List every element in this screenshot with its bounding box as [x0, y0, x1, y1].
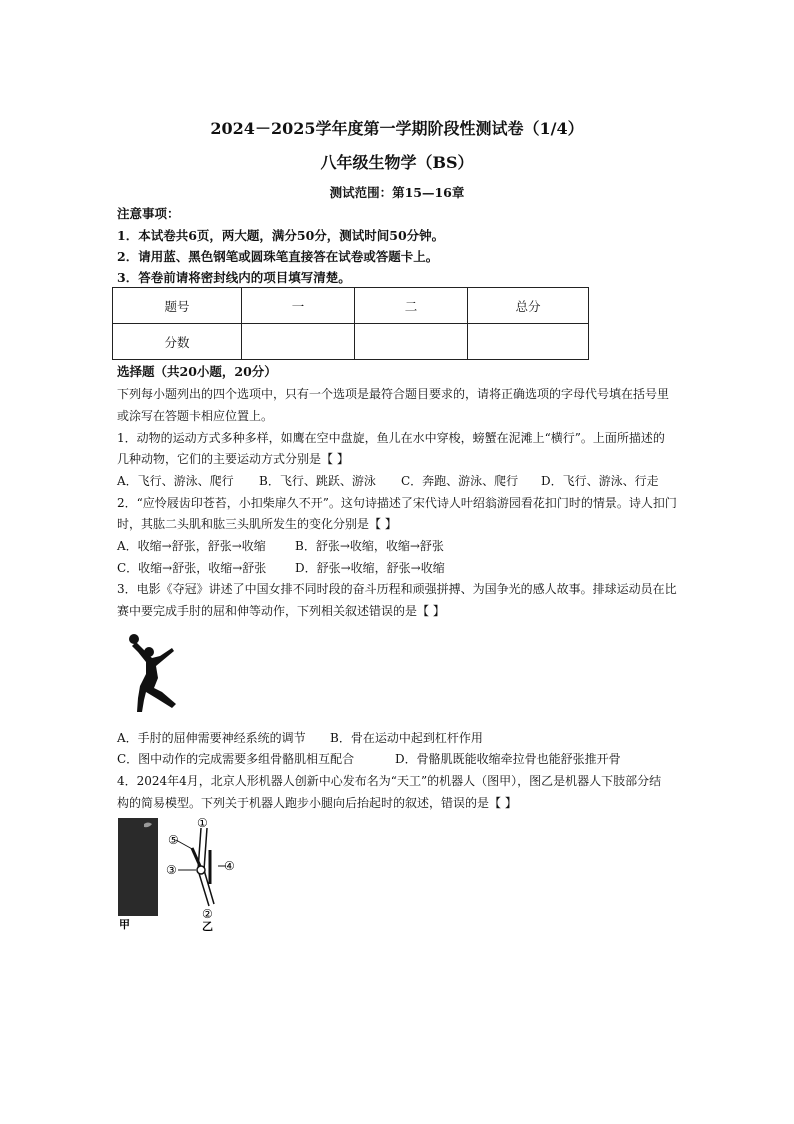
q2-options-row-2	[117, 559, 445, 576]
q1-options	[117, 472, 659, 489]
score-table	[112, 287, 589, 360]
score-cell: 分数	[113, 324, 242, 360]
q2-option-a: A．收缩→舒张，舒张→收缩	[117, 539, 266, 553]
player-silhouette	[132, 642, 176, 712]
q2-option-c: C．收缩→舒张，收缩→舒张	[117, 561, 267, 575]
q1-stem-2: 几种动物，它们的主要运动方式分别是【 】	[117, 452, 349, 466]
q4-stem-2: 构的简易模型。下列关于机器人跑步小腿向后抬起时的叙述，错误的是【 】	[117, 796, 517, 810]
q2-stem-2: 时，其肱二头肌和肱三头肌所发生的变化分别是【 】	[117, 517, 397, 531]
q2-option-b: B．舒张→收缩，收缩→舒张	[295, 539, 444, 553]
robot-photo-jia	[118, 818, 158, 916]
notice-item-2: 2．请用蓝、黑色钢笔或圆珠笔直接答在试卷或答题卡上。	[117, 249, 439, 264]
notice-item-1: 1．本试卷共6页，两大题，满分50分，测试时间50分钟。	[117, 228, 445, 243]
section-intro-1: 下列每小题列出的四个选项中，只有一个选项是最符合题目要求的，请将正确选项的字母代号填在括号里	[117, 387, 670, 401]
q3-option-b: B．骨在运动中起到杠杆作用	[330, 731, 483, 745]
score-cell	[468, 324, 589, 360]
q3-option-a: A．手肘的屈伸需要神经系统的调节	[117, 731, 306, 745]
exam-subtitle: 八年级生物学（BS）	[320, 153, 474, 172]
section-intro-2: 或涂写在答题卡相应位置上。	[117, 409, 274, 423]
score-table-row	[113, 324, 589, 360]
q1-stem-1: 1．动物的运动方式多种多样，如鹰在空中盘旋，鱼儿在水中穿梭，螃蟹在泥滩上“横行”。上面所描述的	[117, 431, 665, 445]
marker-2: ②	[202, 907, 213, 921]
q3-stem-1: 3．电影《夺冠》讲述了中国女排不同时段的奋斗历程和顽强拼搏、为国争光的感人故事。排球运动员在比	[117, 582, 677, 596]
marker-3: ③	[166, 863, 177, 877]
q3-option-d: D．骨骼肌既能收缩牵拉骨也能舒张推开骨	[395, 752, 621, 766]
robot-figure	[114, 814, 244, 932]
q3-stem-2: 赛中要完成手肘的屈和伸等动作，下列相关叙述错误的是【 】	[117, 604, 445, 618]
robot-knee-joint	[197, 866, 205, 874]
notice-item-3: 3．答卷前请将密封线内的项目填写清楚。	[117, 270, 351, 285]
marker-4: ④	[224, 859, 235, 873]
marker-5: ⑤	[168, 833, 179, 847]
score-cell: 题号	[113, 288, 242, 324]
exam-range: 测试范围：第15—16章	[329, 185, 465, 200]
volleyball-player-figure	[116, 630, 184, 714]
q3-options-row-1	[117, 729, 483, 746]
q1-option-a: A．飞行、游泳、爬行	[117, 474, 234, 488]
score-cell	[355, 324, 468, 360]
section-heading: 选择题（共20小题，20分）	[117, 364, 277, 379]
q3-option-c: C．图中动作的完成需要多组骨骼肌相互配合	[117, 752, 355, 766]
q1-option-d: D．飞行、游泳、行走	[541, 474, 659, 488]
score-cell	[242, 324, 355, 360]
q3-options-row-2	[117, 750, 621, 767]
marker-1: ①	[197, 816, 208, 830]
notice-heading: 注意事项：	[117, 206, 180, 221]
q2-stem-1: 2．“应怜屐齿印苍苔，小扣柴扉久不开”。这句诗描述了宋代诗人叶绍翁游园看花扣门时的情景。诗人扣门	[117, 496, 677, 510]
q2-option-d: D．舒张→收缩，舒张→收缩	[295, 561, 445, 575]
score-cell: 总分	[468, 288, 589, 324]
q1-option-b: B．飞行、跳跃、游泳	[259, 474, 376, 488]
label-yi: 乙	[202, 920, 213, 932]
score-table-row	[113, 288, 589, 324]
score-cell: 二	[355, 288, 468, 324]
q4-stem-1: 4．2024年4月，北京人形机器人创新中心发布名为“天工”的机器人（图甲），图乙是机器人下肢部分结	[117, 774, 662, 788]
exam-title: 2024－2025学年度第一学期阶段性测试卷（1/4）	[210, 119, 584, 138]
q1-option-c: C．奔跑、游泳、爬行	[401, 474, 519, 488]
score-cell: 一	[242, 288, 355, 324]
q2-options-row-1	[117, 537, 444, 554]
label-jia: 甲	[119, 918, 130, 931]
volleyball-icon	[129, 634, 139, 644]
